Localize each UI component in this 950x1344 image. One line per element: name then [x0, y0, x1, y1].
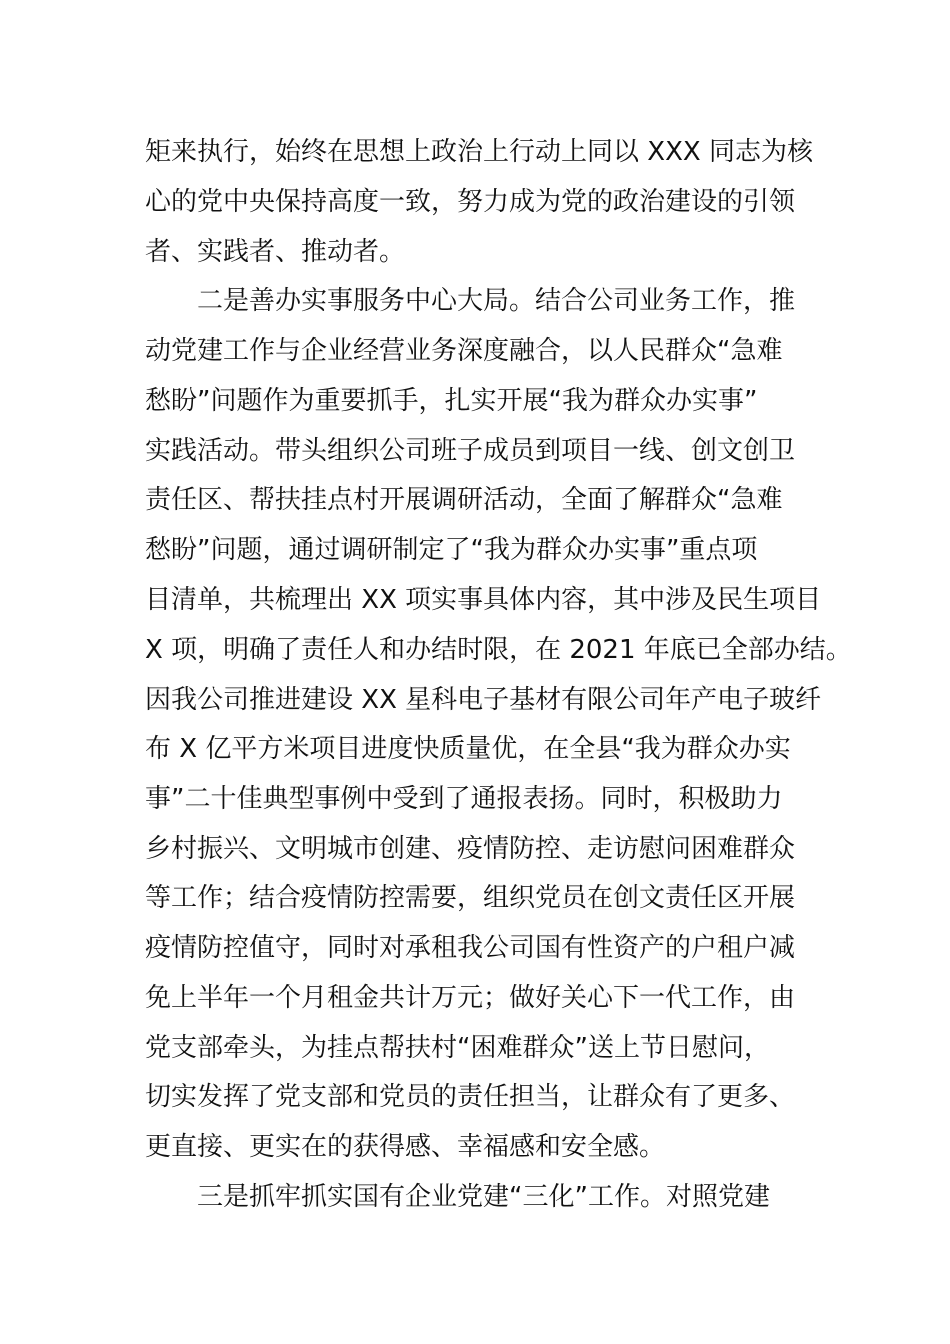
text-line: 心的党中央保持高度一致，努力成为党的政治建设的引领 [145, 187, 796, 217]
text-line: 乡村振兴、文明城市创建、疫情防控、走访慰问困难群众 [145, 834, 796, 864]
text-line: 动党建工作与企业经营业务深度融合，以人民群众“急难 [145, 336, 783, 366]
text-line: X 项，明确了责任人和办结时限，在 2021 年底已全部办结。 [145, 635, 852, 665]
text-line: 因我公司推进建设 XX 星科电子基材有限公司年产电子玻纤 [145, 685, 822, 715]
text-line: 切实发挥了党支部和党员的责任担当，让群众有了更多、 [145, 1082, 796, 1112]
text-line: 布 X 亿平方米项目进度快质量优，在全县“我为群众办实 [145, 734, 791, 764]
text-line: 疫情防控值守，同时对承租我公司国有性资产的户租户减 [145, 933, 796, 963]
text-line: 党支部牵头，为挂点帮扶村“困难群众”送上节日慰问， [145, 1033, 770, 1063]
text-line: 愁盼”问题，通过调研制定了“我为群众办实事”重点项 [145, 535, 758, 565]
text-line: 实践活动。带头组织公司班子成员到项目一线、创文创卫 [145, 436, 796, 466]
text-line: 目清单，共梳理出 XX 项实事具体内容，其中涉及民生项目 [145, 585, 822, 615]
text-line: 免上半年一个月租金共计万元；做好关心下一代工作，由 [145, 983, 796, 1013]
text-line: 等工作；结合疫情防控需要，组织党员在创文责任区开展 [145, 883, 796, 913]
paragraph-first-line: 三是抓牢抓实国有企业党建“三化”工作。对照党建 [197, 1182, 770, 1212]
text-line: 事”二十佳典型事例中受到了通报表扬。同时，积极助力 [145, 784, 783, 814]
text-line: 矩来执行，始终在思想上政治上行动上同以 XXX 同志为核 [145, 137, 813, 167]
text-line: 更直接、更实在的获得感、幸福感和安全感。 [145, 1132, 666, 1162]
text-line: 愁盼”问题作为重要抓手，扎实开展“我为群众办实事” [145, 386, 758, 416]
text-line: 者、实践者、推动者。 [145, 237, 406, 267]
paragraph-first-line: 二是善办实事服务中心大局。结合公司业务工作，推 [197, 286, 796, 316]
text-line: 责任区、帮扶挂点村开展调研活动，全面了解群众“急难 [145, 485, 783, 515]
